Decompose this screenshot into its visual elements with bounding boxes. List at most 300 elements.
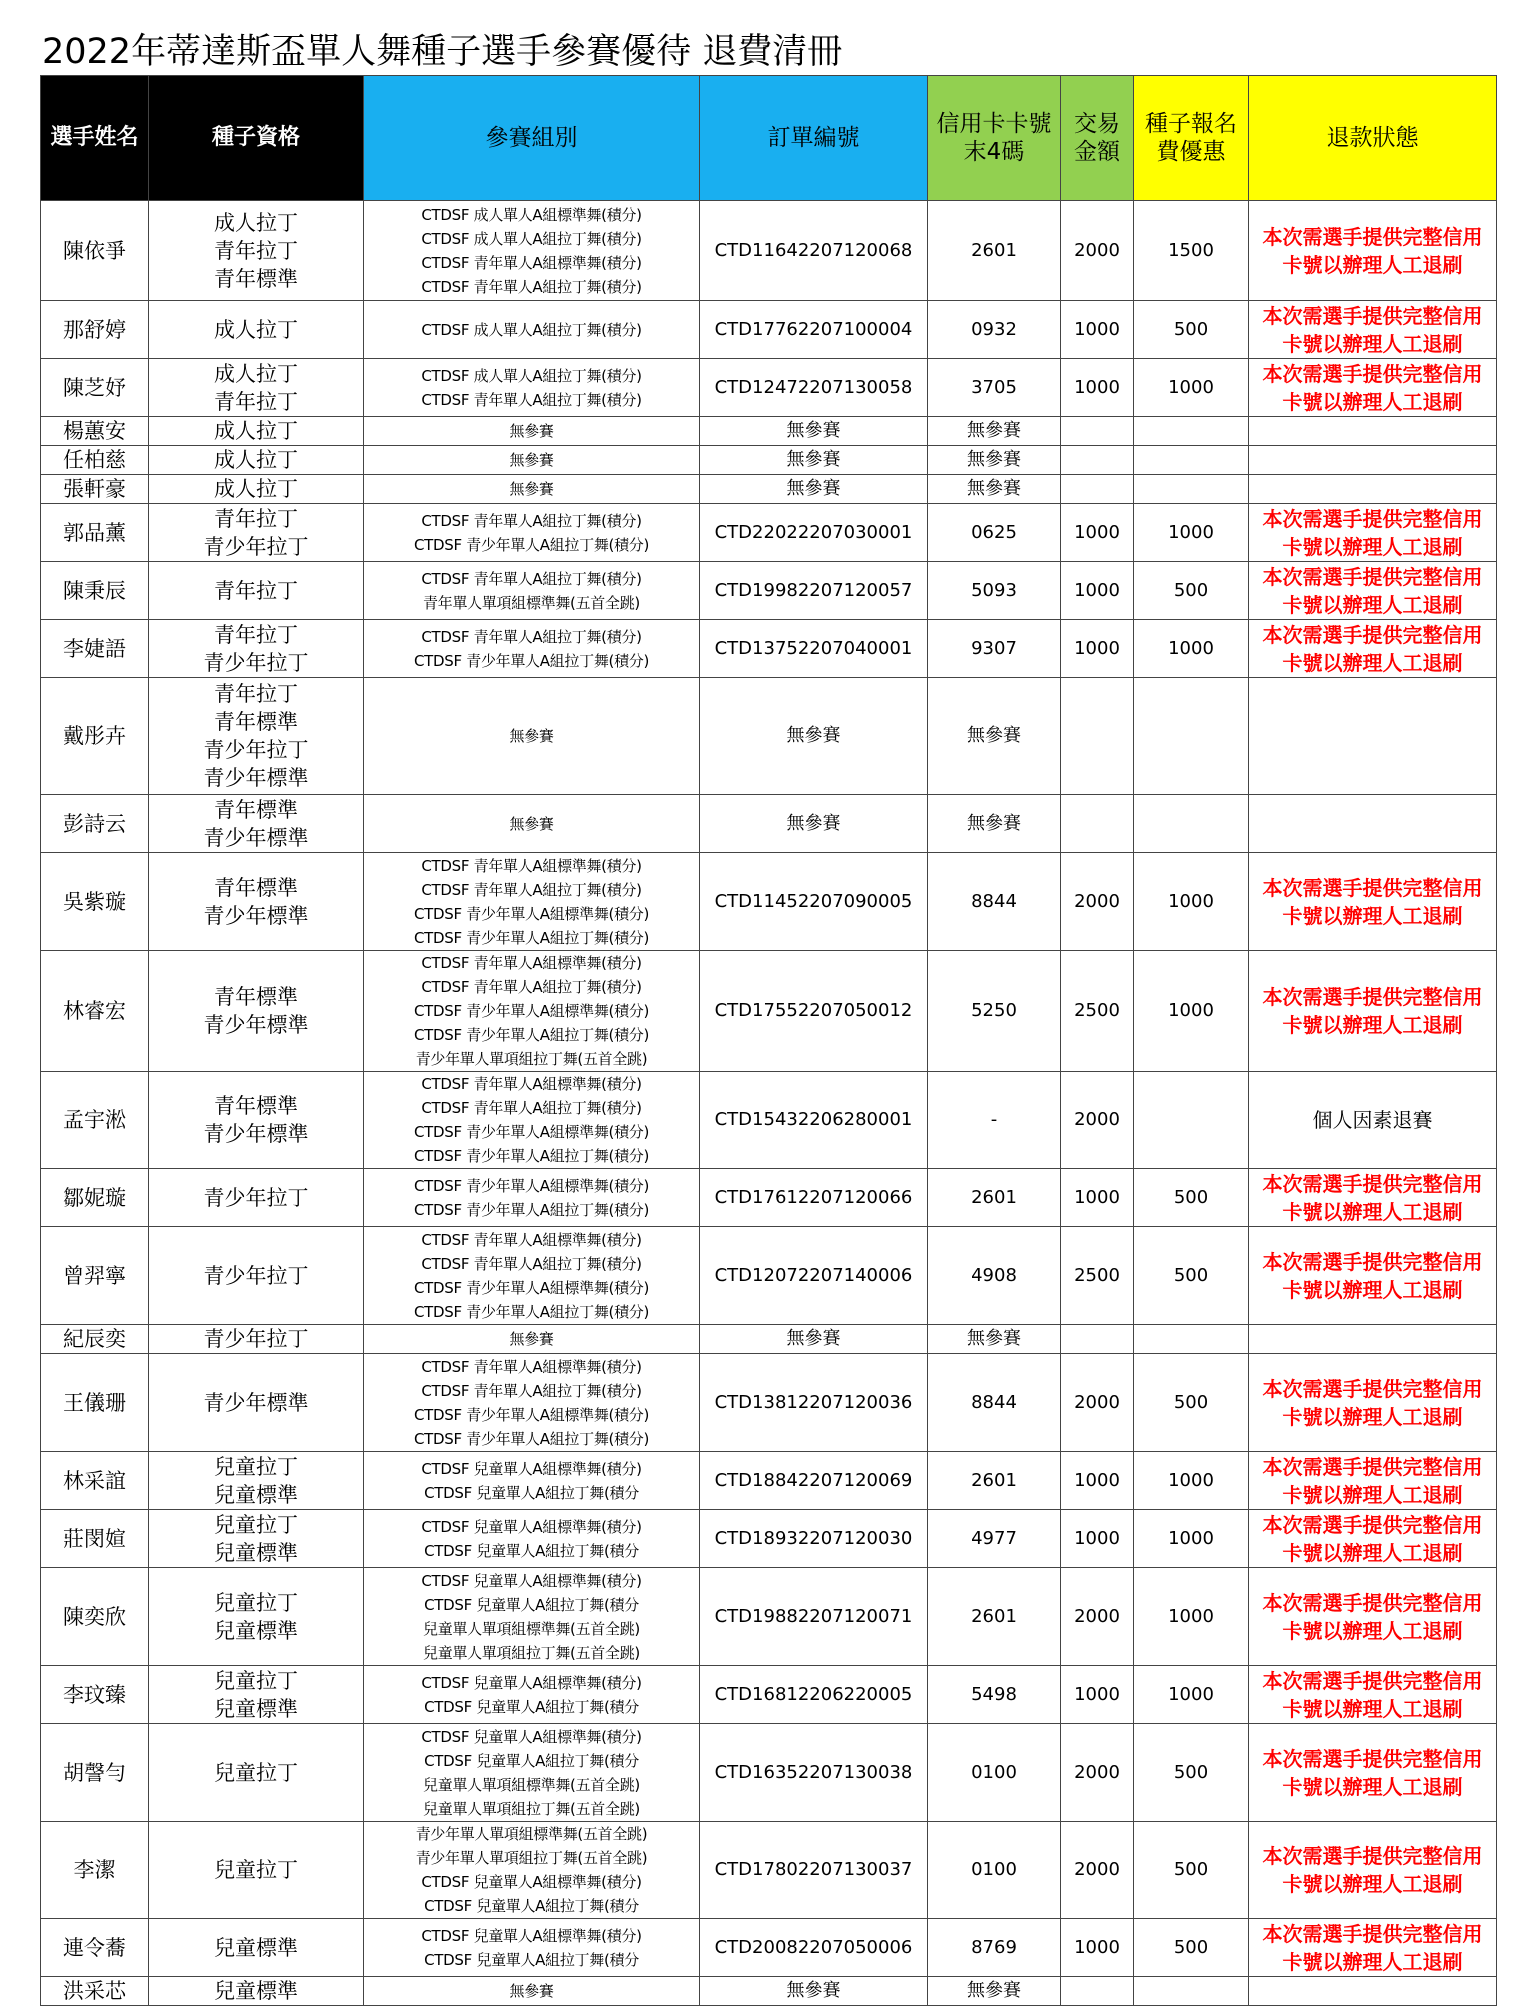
order-number-cell: CTD11642207120068	[700, 201, 928, 301]
discount-cell	[1134, 1977, 1249, 2006]
seed-line: 兒童標準	[214, 1979, 298, 2003]
seed-line: 青年拉丁	[214, 389, 298, 414]
card-last4-cell: 0100	[928, 1822, 1061, 1919]
seed-qualification-cell	[149, 620, 364, 678]
status-line: 卡號以辦理人工退刷	[1282, 650, 1463, 675]
header-order: 訂單編號	[700, 76, 928, 201]
order-number-cell: 無參賽	[700, 446, 928, 475]
group-line: 青少年單人單項組拉丁舞(五首全跳)	[415, 1849, 648, 1867]
header-card-line2: 末4碼	[963, 139, 1025, 165]
status-line: 個人因素退賽	[1312, 1108, 1433, 1132]
amount-cell: 1000	[1061, 1510, 1134, 1568]
group-line: CTDSF 兒童單人A組拉丁舞(積分	[424, 1751, 639, 1770]
table-row	[41, 201, 1497, 301]
refund-status-cell	[1249, 1169, 1497, 1227]
order-number-cell: CTD11452207090005	[700, 853, 928, 951]
header-status: 退款狀態	[1249, 76, 1497, 201]
event-groups-cell	[364, 1919, 700, 1977]
card-last4-cell: 2601	[928, 1452, 1061, 1510]
seed-line: 兒童標準	[214, 1618, 298, 1643]
group-line: 青少年單人單項組標準舞(五首全跳)	[415, 1825, 648, 1843]
table-row	[41, 301, 1497, 359]
event-groups-cell	[364, 475, 700, 504]
status-line: 卡號以辦理人工退刷	[1282, 1540, 1463, 1565]
refund-status-cell	[1249, 1227, 1497, 1325]
group-line: 青年單人單項組標準舞(五首全跳)	[423, 593, 640, 612]
group-line: CTDSF 青年單人A組拉丁舞(積分)	[421, 277, 642, 296]
order-number-cell: CTD15432206280001	[700, 1072, 928, 1169]
status-line: 本次需選手提供完整信用	[1262, 1746, 1483, 1771]
player-name-cell: 李婕語	[41, 620, 149, 678]
refund-status-cell	[1249, 1354, 1497, 1452]
refund-status-cell	[1249, 853, 1497, 951]
discount-cell: 500	[1134, 562, 1249, 620]
status-line: 卡號以辦理人工退刷	[1282, 252, 1463, 277]
seed-qualification-cell	[149, 446, 364, 475]
discount-cell: 500	[1134, 1354, 1249, 1452]
table-row	[41, 1919, 1497, 1977]
refund-status-cell	[1249, 1666, 1497, 1724]
status-line: 卡號以辦理人工退刷	[1282, 1482, 1463, 1507]
seed-line: 青少年拉丁	[203, 1327, 309, 1351]
seed-qualification-cell	[149, 359, 364, 417]
discount-cell: 500	[1134, 1169, 1249, 1227]
table-row	[41, 1169, 1497, 1227]
group-line: CTDSF 兒童單人A組標準舞(積分)	[421, 1571, 642, 1590]
event-groups-cell	[364, 504, 700, 562]
seed-qualification-cell	[149, 1169, 364, 1227]
status-line: 本次需選手提供完整信用	[1262, 985, 1483, 1009]
card-last4-cell: 0100	[928, 1724, 1061, 1822]
seed-line: 成人拉丁	[214, 317, 298, 342]
group-line: CTDSF 青少年單人A組標準舞(積分)	[413, 1176, 650, 1195]
status-line: 卡號以辦理人工退刷	[1282, 1618, 1463, 1643]
group-line: CTDSF 兒童單人A組拉丁舞(積分	[424, 1697, 639, 1716]
refund-table	[40, 75, 1497, 2006]
group-line: 無參賽	[509, 1330, 554, 1348]
discount-cell: 500	[1134, 301, 1249, 359]
seed-line: 青年標準	[214, 985, 298, 1009]
seed-line: 青少年標準	[203, 1013, 309, 1037]
status-line: 本次需選手提供完整信用	[1262, 1171, 1483, 1196]
event-groups-cell	[364, 359, 700, 417]
status-line: 本次需選手提供完整信用	[1262, 1512, 1483, 1537]
status-line: 卡號以辦理人工退刷	[1282, 1696, 1463, 1721]
order-number-cell: CTD20082207050006	[700, 1919, 928, 1977]
group-line: CTDSF 青少年單人A組拉丁舞(積分)	[413, 535, 650, 554]
seed-line: 青年拉丁	[214, 506, 298, 531]
seed-qualification-cell	[149, 201, 364, 301]
table-row	[41, 1977, 1497, 2006]
seed-line: 兒童標準	[214, 1540, 298, 1565]
seed-line: 青年標準	[214, 1094, 298, 1118]
card-last4-cell: 8769	[928, 1919, 1061, 1977]
order-number-cell: CTD16352207130038	[700, 1724, 928, 1822]
seed-line: 青年標準	[214, 875, 298, 900]
group-line: 無參賽	[509, 1982, 554, 2000]
status-line: 卡號以辦理人工退刷	[1282, 1199, 1463, 1224]
group-line: 兒童單人單項組拉丁舞(五首全跳)	[423, 1643, 640, 1662]
group-line: CTDSF 成人單人A組拉丁舞(積分)	[421, 366, 642, 385]
table-row	[41, 417, 1497, 446]
player-name-cell: 紀辰奕	[41, 1325, 149, 1354]
header-amount-line1: 交易	[1074, 111, 1120, 137]
seed-line: 成人拉丁	[214, 419, 298, 443]
group-line: CTDSF 青少年單人A組標準舞(積分)	[413, 1002, 650, 1020]
order-number-cell: 無參賽	[700, 678, 928, 795]
seed-qualification-cell	[149, 301, 364, 359]
amount-cell: 1000	[1061, 504, 1134, 562]
discount-cell: 1500	[1134, 201, 1249, 301]
player-name-cell: 彭詩云	[41, 795, 149, 853]
discount-cell: 1000	[1134, 504, 1249, 562]
seed-qualification-cell	[149, 795, 364, 853]
seed-line: 兒童拉丁	[214, 1668, 298, 1693]
seed-qualification-cell	[149, 1568, 364, 1666]
event-groups-cell	[364, 1822, 700, 1919]
order-number-cell: 無參賽	[700, 1325, 928, 1354]
group-line: CTDSF 兒童單人A組標準舞(積分)	[421, 1873, 642, 1891]
refund-status-cell	[1249, 1325, 1497, 1354]
amount-cell: 2500	[1061, 951, 1134, 1072]
seed-line: 青年拉丁	[214, 682, 298, 706]
discount-cell: 1000	[1134, 1452, 1249, 1510]
header-discount-line2: 費優惠	[1156, 139, 1226, 165]
event-groups-cell	[364, 1510, 700, 1568]
order-number-cell: CTD22022207030001	[700, 504, 928, 562]
card-last4-cell: 2601	[928, 1169, 1061, 1227]
seed-line: 青少年標準	[203, 825, 309, 850]
event-groups-cell	[364, 1169, 700, 1227]
card-last4-cell: 5250	[928, 951, 1061, 1072]
seed-qualification-cell	[149, 678, 364, 795]
refund-status-cell	[1249, 1072, 1497, 1169]
player-name-cell: 曾羿寧	[41, 1227, 149, 1325]
group-line: CTDSF 兒童單人A組拉丁舞(積分	[424, 1897, 639, 1915]
status-line: 本次需選手提供完整信用	[1262, 622, 1483, 647]
table-row	[41, 1510, 1497, 1568]
seed-line: 青少年標準	[203, 766, 309, 790]
amount-cell: 2000	[1061, 1822, 1134, 1919]
seed-qualification-cell	[149, 1666, 364, 1724]
card-last4-cell: 0932	[928, 301, 1061, 359]
seed-line: 青年標準	[214, 797, 298, 822]
amount-cell	[1061, 475, 1134, 504]
card-last4-cell: 無參賽	[928, 417, 1061, 446]
event-groups-cell	[364, 853, 700, 951]
group-line: CTDSF 青少年單人A組標準舞(積分)	[413, 1123, 650, 1141]
card-last4-cell: 5093	[928, 562, 1061, 620]
player-name-cell: 張軒豪	[41, 475, 149, 504]
order-number-cell: CTD17612207120066	[700, 1169, 928, 1227]
amount-cell	[1061, 1977, 1134, 2006]
group-line: CTDSF 青年單人A組標準舞(積分)	[421, 253, 642, 272]
group-line: CTDSF 兒童單人A組標準舞(積分)	[421, 1926, 642, 1945]
amount-cell: 2000	[1061, 1568, 1134, 1666]
refund-status-cell	[1249, 1510, 1497, 1568]
group-line: CTDSF 青少年單人A組標準舞(積分)	[413, 1405, 650, 1424]
seed-line: 青少年標準	[203, 1390, 309, 1415]
seed-qualification-cell	[149, 1354, 364, 1452]
status-line: 卡號以辦理人工退刷	[1282, 903, 1463, 928]
card-last4-cell: 無參賽	[928, 678, 1061, 795]
order-number-cell: CTD12072207140006	[700, 1227, 928, 1325]
seed-line: 青年拉丁	[214, 578, 298, 603]
discount-cell: 1000	[1134, 359, 1249, 417]
seed-qualification-cell	[149, 1510, 364, 1568]
discount-cell	[1134, 1072, 1249, 1169]
amount-cell: 2000	[1061, 1072, 1134, 1169]
refund-status-cell	[1249, 417, 1497, 446]
seed-line: 青少年拉丁	[203, 1185, 309, 1210]
header-groups: 參賽組別	[364, 76, 700, 201]
refund-status-cell	[1249, 1724, 1497, 1822]
order-number-cell: CTD16812206220005	[700, 1666, 928, 1724]
player-name-cell: 楊蕙安	[41, 417, 149, 446]
card-last4-cell: 8844	[928, 1354, 1061, 1452]
group-line: CTDSF 青年單人A組拉丁舞(積分)	[421, 880, 642, 899]
amount-cell: 2500	[1061, 1227, 1134, 1325]
order-number-cell: 無參賽	[700, 475, 928, 504]
seed-qualification-cell	[149, 853, 364, 951]
discount-cell: 500	[1134, 1724, 1249, 1822]
amount-cell: 1000	[1061, 359, 1134, 417]
status-line: 卡號以辦理人工退刷	[1282, 331, 1463, 356]
discount-cell: 1000	[1134, 951, 1249, 1072]
order-number-cell: CTD17762207100004	[700, 301, 928, 359]
table-row	[41, 1822, 1497, 1919]
discount-cell: 1000	[1134, 620, 1249, 678]
header-card	[928, 76, 1061, 201]
discount-cell	[1134, 475, 1249, 504]
player-name-cell: 鄒妮璇	[41, 1169, 149, 1227]
status-line: 本次需選手提供完整信用	[1262, 303, 1483, 328]
group-line: CTDSF 青年單人A組拉丁舞(積分)	[421, 1099, 642, 1117]
amount-cell	[1061, 795, 1134, 853]
seed-line: 兒童標準	[214, 1696, 298, 1721]
seed-qualification-cell	[149, 475, 364, 504]
discount-cell: 500	[1134, 1822, 1249, 1919]
event-groups-cell	[364, 1072, 700, 1169]
seed-line: 兒童拉丁	[214, 1858, 298, 1882]
table-row	[41, 1325, 1497, 1354]
event-groups-cell	[364, 1568, 700, 1666]
player-name-cell: 陳芝妤	[41, 359, 149, 417]
group-line: CTDSF 青少年單人A組拉丁舞(積分)	[413, 1200, 650, 1219]
player-name-cell: 李潔	[41, 1822, 149, 1919]
event-groups-cell	[364, 951, 700, 1072]
order-number-cell: CTD17552207050012	[700, 951, 928, 1072]
order-number-cell: CTD18842207120069	[700, 1452, 928, 1510]
event-groups-cell	[364, 1354, 700, 1452]
order-number-cell: CTD13812207120036	[700, 1354, 928, 1452]
discount-cell: 1000	[1134, 853, 1249, 951]
card-last4-cell: 4977	[928, 1510, 1061, 1568]
group-line: CTDSF 青少年單人A組標準舞(積分)	[413, 904, 650, 923]
header-row	[41, 76, 1497, 201]
refund-status-cell	[1249, 620, 1497, 678]
seed-qualification-cell	[149, 1724, 364, 1822]
seed-qualification-cell	[149, 1072, 364, 1169]
refund-status-cell	[1249, 475, 1497, 504]
amount-cell: 2000	[1061, 1724, 1134, 1822]
seed-line: 兒童標準	[214, 1935, 298, 1960]
group-line: CTDSF 青少年單人A組拉丁舞(積分)	[413, 1429, 650, 1448]
amount-cell	[1061, 678, 1134, 795]
refund-status-cell	[1249, 1919, 1497, 1977]
discount-cell	[1134, 678, 1249, 795]
table-row	[41, 1227, 1497, 1325]
seed-line: 兒童標準	[214, 1482, 298, 1507]
seed-qualification-cell	[149, 1325, 364, 1354]
discount-cell: 1000	[1134, 1666, 1249, 1724]
amount-cell: 1000	[1061, 1169, 1134, 1227]
order-number-cell: CTD12472207130058	[700, 359, 928, 417]
group-line: CTDSF 青年單人A組標準舞(積分)	[421, 954, 642, 972]
refund-status-cell	[1249, 562, 1497, 620]
status-line: 本次需選手提供完整信用	[1262, 564, 1483, 589]
status-line: 本次需選手提供完整信用	[1262, 506, 1483, 531]
card-last4-cell: 無參賽	[928, 1977, 1061, 2006]
status-line: 卡號以辦理人工退刷	[1282, 1872, 1463, 1896]
group-line: 兒童單人單項組標準舞(五首全跳)	[423, 1775, 640, 1794]
seed-line: 兒童拉丁	[214, 1760, 298, 1785]
seed-line: 青年拉丁	[214, 622, 298, 647]
refund-status-cell	[1249, 201, 1497, 301]
status-line: 卡號以辦理人工退刷	[1282, 592, 1463, 617]
amount-cell: 2000	[1061, 1354, 1134, 1452]
header-name: 選手姓名	[41, 76, 149, 201]
seed-qualification-cell	[149, 1227, 364, 1325]
table-row	[41, 951, 1497, 1072]
seed-line: 青少年拉丁	[203, 738, 309, 762]
event-groups-cell	[364, 678, 700, 795]
refund-status-cell	[1249, 359, 1497, 417]
table-row	[41, 1452, 1497, 1510]
card-last4-cell: 無參賽	[928, 446, 1061, 475]
status-line: 卡號以辦理人工退刷	[1282, 1774, 1463, 1799]
card-last4-cell: 3705	[928, 359, 1061, 417]
card-last4-cell: 無參賽	[928, 475, 1061, 504]
discount-cell	[1134, 795, 1249, 853]
status-line: 本次需選手提供完整信用	[1262, 1921, 1483, 1946]
seed-line: 成人拉丁	[214, 361, 298, 386]
status-line: 本次需選手提供完整信用	[1262, 361, 1483, 386]
seed-line: 成人拉丁	[214, 448, 298, 472]
player-name-cell: 李玟臻	[41, 1666, 149, 1724]
discount-cell	[1134, 1325, 1249, 1354]
header-card-line1: 信用卡卡號	[936, 111, 1052, 137]
table-row	[41, 1724, 1497, 1822]
header-amount-line2: 金額	[1074, 139, 1120, 165]
group-line: CTDSF 青年單人A組標準舞(積分)	[421, 1357, 642, 1376]
discount-cell: 500	[1134, 1227, 1249, 1325]
player-name-cell: 郭品薰	[41, 504, 149, 562]
amount-cell: 1000	[1061, 1452, 1134, 1510]
amount-cell	[1061, 446, 1134, 475]
seed-qualification-cell	[149, 951, 364, 1072]
group-line: CTDSF 青年單人A組拉丁舞(積分)	[421, 390, 642, 409]
status-line: 本次需選手提供完整信用	[1262, 1376, 1483, 1401]
discount-cell	[1134, 417, 1249, 446]
card-last4-cell: 0625	[928, 504, 1061, 562]
amount-cell: 1000	[1061, 562, 1134, 620]
order-number-cell: CTD13752207040001	[700, 620, 928, 678]
table-row	[41, 446, 1497, 475]
table-row	[41, 620, 1497, 678]
table-row	[41, 475, 1497, 504]
order-number-cell: 無參賽	[700, 795, 928, 853]
event-groups-cell	[364, 1977, 700, 2006]
header-discount-line1: 種子報名	[1145, 111, 1237, 137]
seed-line: 青年標準	[214, 266, 298, 291]
group-line: CTDSF 青少年單人A組標準舞(積分)	[413, 1278, 650, 1297]
group-line: CTDSF 青年單人A組拉丁舞(積分)	[421, 1254, 642, 1273]
group-line: 青少年單人單項組拉丁舞(五首全跳)	[415, 1050, 648, 1068]
amount-cell	[1061, 1325, 1134, 1354]
refund-status-cell	[1249, 951, 1497, 1072]
status-line: 卡號以辦理人工退刷	[1282, 1013, 1463, 1037]
group-line: CTDSF 青年單人A組拉丁舞(積分)	[421, 627, 642, 646]
card-last4-cell: 5498	[928, 1666, 1061, 1724]
amount-cell: 1000	[1061, 1666, 1134, 1724]
group-line: CTDSF 兒童單人A組拉丁舞(積分	[424, 1595, 639, 1614]
event-groups-cell	[364, 1724, 700, 1822]
event-groups-cell	[364, 1227, 700, 1325]
refund-status-cell	[1249, 1822, 1497, 1919]
group-line: 無參賽	[509, 480, 554, 498]
group-line: CTDSF 成人單人A組標準舞(積分)	[421, 205, 642, 224]
refund-status-cell	[1249, 446, 1497, 475]
player-name-cell: 陳奕欣	[41, 1568, 149, 1666]
event-groups-cell	[364, 620, 700, 678]
event-groups-cell	[364, 201, 700, 301]
status-line: 本次需選手提供完整信用	[1262, 1249, 1483, 1274]
player-name-cell: 戴彤卉	[41, 678, 149, 795]
group-line: CTDSF 青少年單人A組拉丁舞(積分)	[413, 1147, 650, 1165]
group-line: CTDSF 青少年單人A組拉丁舞(積分)	[413, 1302, 650, 1321]
player-name-cell: 莊閔媗	[41, 1510, 149, 1568]
header-discount	[1134, 76, 1249, 201]
refund-status-cell	[1249, 504, 1497, 562]
seed-line: 青少年標準	[203, 1122, 309, 1146]
status-line: 本次需選手提供完整信用	[1262, 1454, 1483, 1479]
player-name-cell: 那舒婷	[41, 301, 149, 359]
group-line: CTDSF 青年單人A組拉丁舞(積分)	[421, 978, 642, 996]
seed-line: 兒童拉丁	[214, 1512, 298, 1537]
status-line: 卡號以辦理人工退刷	[1282, 1949, 1463, 1974]
order-number-cell: 無參賽	[700, 1977, 928, 2006]
group-line: 兒童單人單項組拉丁舞(五首全跳)	[423, 1799, 640, 1818]
table-row	[41, 504, 1497, 562]
amount-cell: 1000	[1061, 301, 1134, 359]
event-groups-cell	[364, 446, 700, 475]
group-line: 無參賽	[509, 727, 554, 745]
player-name-cell: 連令蕎	[41, 1919, 149, 1977]
table-row	[41, 1568, 1497, 1666]
seed-line: 青少年拉丁	[203, 534, 309, 559]
table-row	[41, 562, 1497, 620]
amount-cell: 2000	[1061, 201, 1134, 301]
player-name-cell: 吳紫璇	[41, 853, 149, 951]
group-line: CTDSF 青少年單人A組拉丁舞(積分)	[413, 651, 650, 670]
order-number-cell: CTD19982207120057	[700, 562, 928, 620]
status-line: 本次需選手提供完整信用	[1262, 875, 1483, 900]
player-name-cell: 陳秉辰	[41, 562, 149, 620]
table-row	[41, 853, 1497, 951]
event-groups-cell	[364, 1325, 700, 1354]
seed-line: 青少年拉丁	[203, 650, 309, 675]
